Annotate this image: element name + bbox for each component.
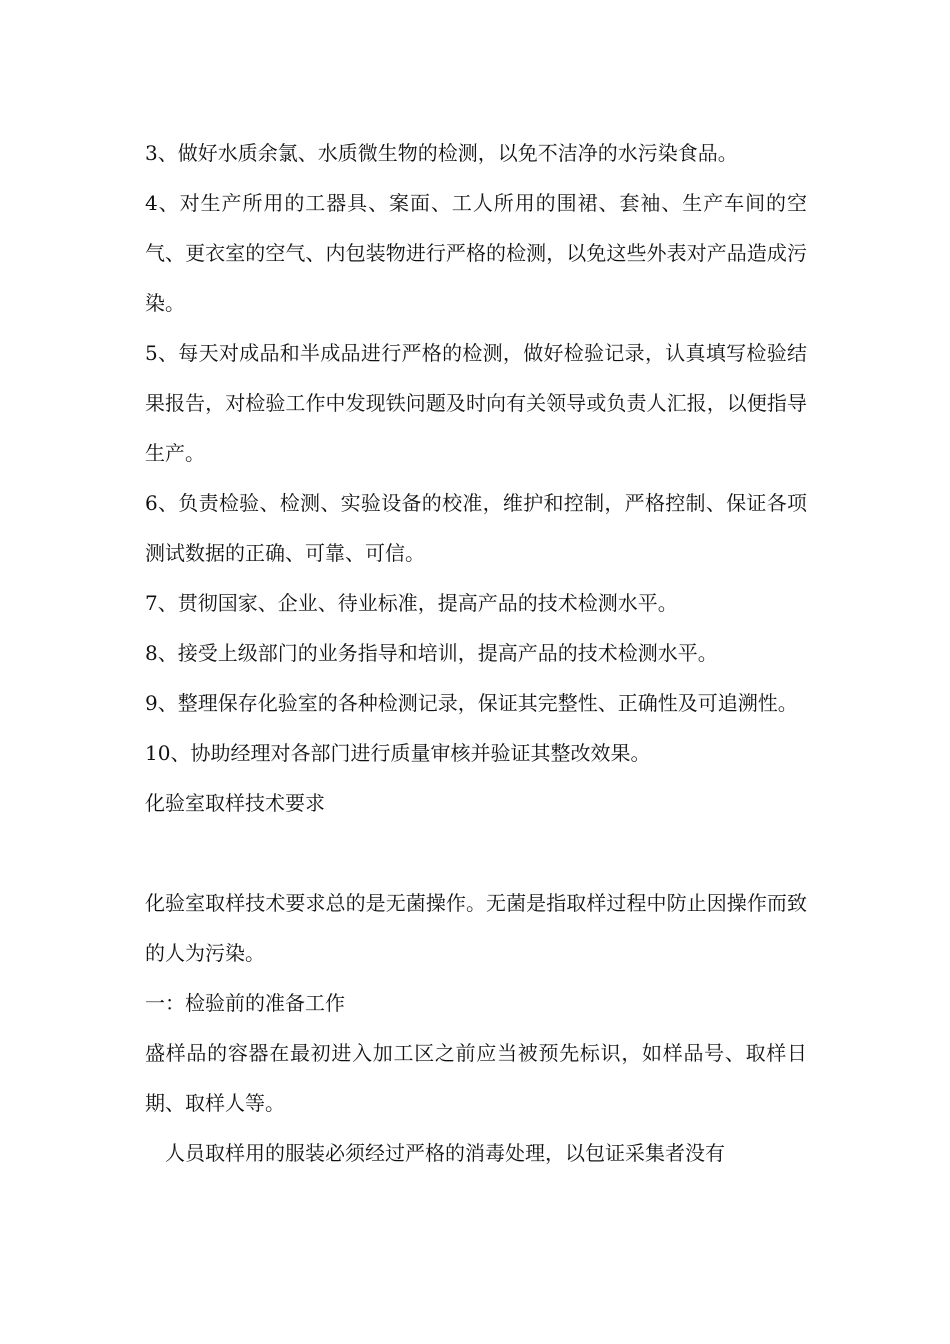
paragraph-item-10: 10、协助经理对各部门进行质量审核并验证其整改效果。 [145, 741, 651, 765]
section-title: 化验室取样技术要求 [145, 791, 325, 815]
container-label-paragraph: 盛样品的容器在最初进入加工区之前应当被预先标识，如样品号、取样日期、取样人等。 [145, 1041, 807, 1115]
subsection-heading: 一：检验前的准备工作 [145, 991, 345, 1015]
paragraph-item-4: 4、对生产所用的工器具、案面、工人所用的围裙、套袖、生产车间的空气、更衣室的空气、内包装物进行严格的检测，以免这些外表对产品造成污染。 [145, 191, 807, 315]
blank-line [145, 828, 807, 878]
paragraph-item-3: 3、做好水质余氯、水质微生物的检测，以免不洁净的水污染食品。 [145, 141, 738, 165]
section-intro-paragraph: 化验室取样技术要求总的是无菌操作。无菌是指取样过程中防止因操作而致的人为污染。 [145, 891, 807, 965]
paragraph-item-6: 6、负责检验、检测、实验设备的校准，维护和控制，严格控制、保证各项测试数据的正确、可靠、可信。 [145, 491, 807, 565]
clothing-paragraph: 人员取样用的服装必须经过严格的消毒处理，以包证采集者没有 [165, 1141, 725, 1165]
paragraph-item-7: 7、贯彻国家、企业、待业标准，提高产品的技术检测水平。 [145, 591, 678, 615]
paragraph-item-9: 9、整理保存化验室的各种检测记录，保证其完整性、正确性及可追溯性。 [145, 691, 798, 715]
document-body [145, 128, 807, 1178]
paragraph-item-5: 5、每天对成品和半成品进行严格的检测，做好检验记录，认真填写检验结果报告，对检验工作中发现铁问题及时向有关领导或负责人汇报，以便指导生产。 [145, 341, 807, 465]
paragraph-item-8: 8、接受上级部门的业务指导和培训，提高产品的技术检测水平。 [145, 641, 718, 665]
